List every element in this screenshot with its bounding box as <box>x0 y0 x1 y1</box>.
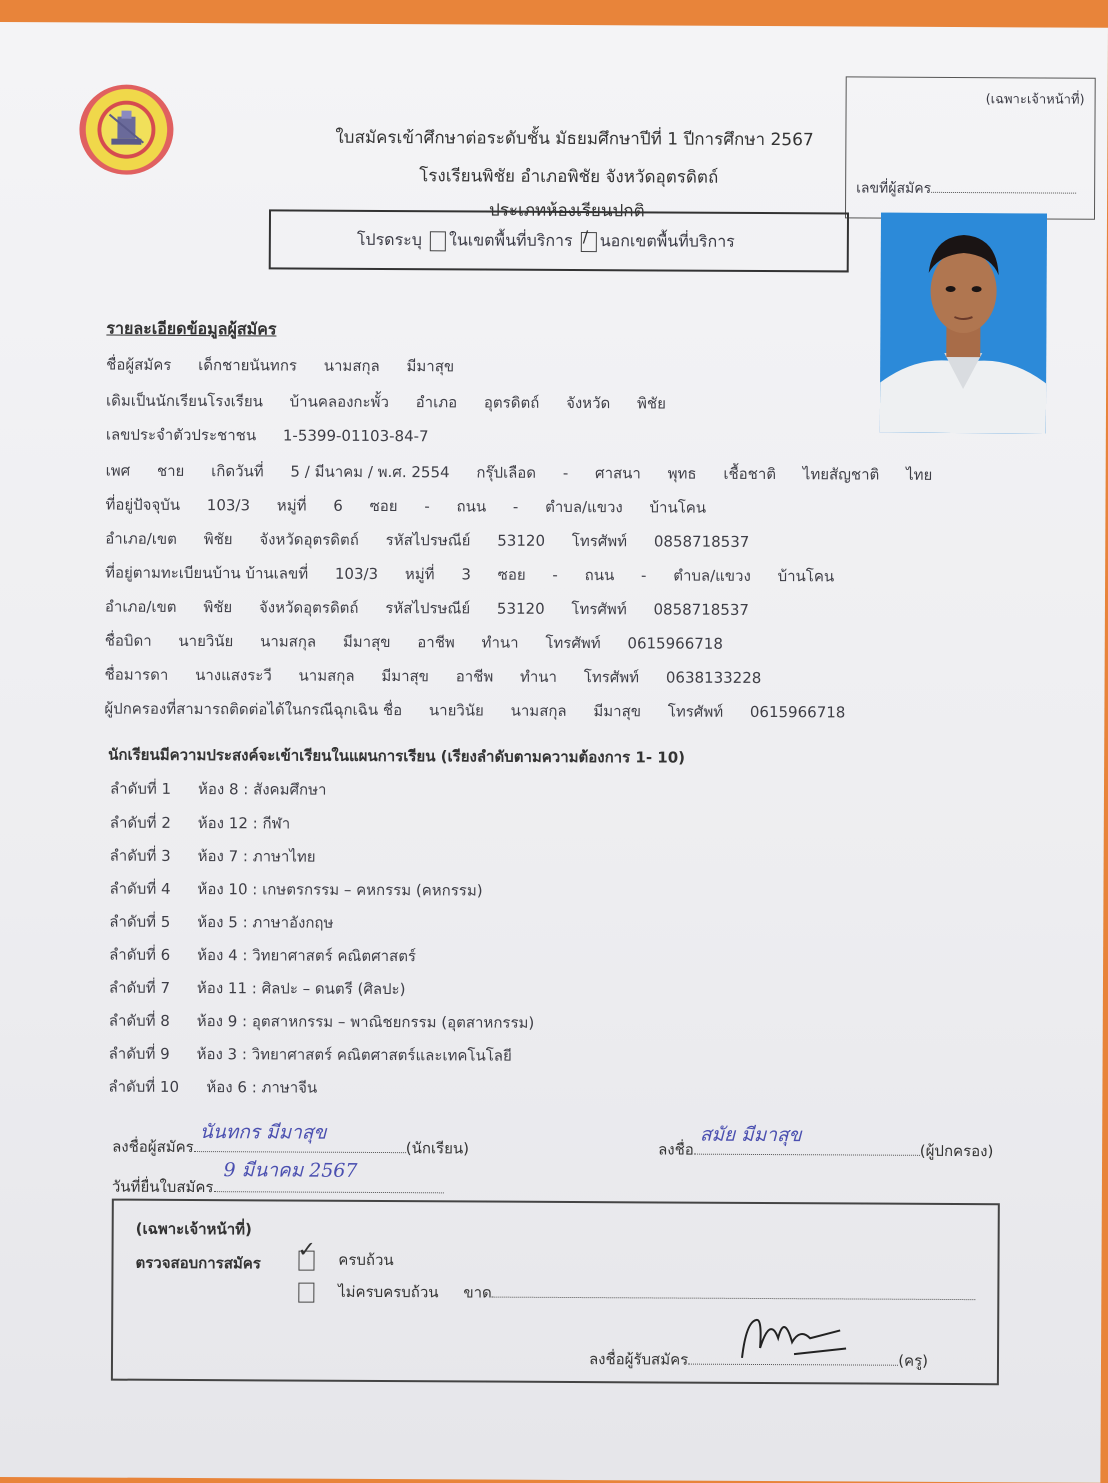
service-area-row <box>357 228 735 255</box>
staff-only-box <box>845 76 1096 219</box>
incomplete-checkbox[interactable] <box>298 1282 314 1302</box>
mother-name: นางแสงระวี <box>195 666 272 685</box>
tambon-label: ตำบล/แขวง <box>545 497 623 517</box>
province-label: จังหวัด <box>566 393 611 413</box>
reg-amphoe-label: อำเภอ/เขต <box>104 597 177 616</box>
mother-surname: มีมาสุข <box>381 667 430 686</box>
moo-label: หมู่ที่ <box>276 496 307 515</box>
guardian-signature-field[interactable] <box>658 1123 994 1163</box>
reg-phone-label: โทรศัพท์ <box>571 600 627 619</box>
father-surname: มีมาสุข <box>342 632 391 652</box>
province-value: พิชัย <box>636 394 666 413</box>
preference-rank: ลำดับที่ 2 <box>109 813 171 832</box>
form-title-line2: โรงเรียนพิชัย อำเภอพิชัย จังหวัดอุตรดิตถ์ <box>419 166 719 188</box>
father-job: ทำนา <box>481 633 519 652</box>
road-value: - <box>512 497 519 516</box>
preference-room: ห้อง 12 : กีฬา <box>197 814 291 833</box>
reg-moo-value: 3 <box>461 565 471 584</box>
reg-phone-value: 0858718537 <box>653 600 750 619</box>
father-row <box>105 629 745 656</box>
preference-room: ห้อง 5 : ภาษาอังกฤษ <box>197 913 334 932</box>
mother-row <box>105 663 784 691</box>
receiver-signature-field[interactable] <box>589 1345 928 1373</box>
road-label: ถนน <box>456 497 487 516</box>
preference-rank: ลำดับที่ 6 <box>109 945 171 964</box>
race-label: เชื้อชาติ <box>723 464 777 484</box>
receiver-signature-label: ลงชื่อผู้รับสมัคร <box>588 1350 689 1369</box>
preference-rank: ลำดับที่ 9 <box>108 1044 170 1063</box>
former-school-value: บ้านคลองกะพั้ว <box>289 392 389 412</box>
service-area-label: โปรดระบุ <box>356 229 422 250</box>
form-title-line3: ประเภทห้องเรียนปกติ <box>488 200 645 222</box>
blood-value: - <box>562 463 569 482</box>
applicant-number-field[interactable] <box>856 177 1076 200</box>
address-row <box>105 493 728 520</box>
receiver-signature-scribble <box>734 1308 854 1365</box>
preference-rank: ลำดับที่ 8 <box>108 1011 170 1030</box>
applicant-section-title: รายละเอียดข้อมูลผู้สมัคร <box>106 318 277 339</box>
preference-room: ห้อง 10 : เกษตรกรรม – คหกรรม (คหกรรม) <box>197 880 483 900</box>
applicant-signature-label: ลงชื่อผู้สมัคร <box>112 1137 194 1157</box>
id-label: เลขประจำตัวประชาชน <box>105 425 257 445</box>
changwat-value: จังหวัดอุตรดิตถ์ <box>259 530 359 549</box>
incomplete-option[interactable] <box>295 1280 976 1308</box>
preference-item <box>109 1009 535 1035</box>
preference-rank: ลำดับที่ 10 <box>108 1077 180 1096</box>
preference-rank: ลำดับที่ 5 <box>109 912 171 931</box>
office-verification-box <box>111 1199 1000 1386</box>
application-form <box>0 22 1108 1483</box>
moo-value: 6 <box>333 496 343 515</box>
form-title-line1: ใบสมัครเข้าศึกษาต่อระดับชั้น มัธยมศึกษาปีที่ 1 ปีการศึกษา 2567 <box>335 127 814 151</box>
birth-label: เกิดวันที่ <box>211 462 264 481</box>
handwritten-date: 9 มีนาคม 2567 <box>223 1159 358 1182</box>
preference-item <box>109 976 406 1002</box>
former-school-row <box>106 389 688 416</box>
guardian-label: ผู้ปกครองที่สามารถติดต่อได้ในกรณีฉุกเฉิน ชื่อ <box>104 699 403 720</box>
applicant-handwritten-signature: นันทกร มีมาสุข <box>199 1121 327 1144</box>
reg-soi-label: ซอย <box>497 565 526 584</box>
receiver-signature-line[interactable] <box>688 1346 898 1366</box>
reg-moo-label: หมู่ที่ <box>404 565 435 584</box>
guardian-signature-label: ลงชื่อ <box>658 1140 694 1159</box>
reg-address-no: 103/3 <box>334 564 379 583</box>
preference-rank: ลำดับที่ 3 <box>109 846 171 865</box>
phone-value: 0858718537 <box>653 532 750 551</box>
father-surname-label: นามสกุล <box>260 632 317 651</box>
preference-room: ห้อง 11 : ศิลปะ – ดนตรี (ศิลปะ) <box>196 979 406 999</box>
preference-item <box>109 1042 512 1068</box>
applicant-role-label: (นักเรียน) <box>405 1139 470 1158</box>
complete-checkbox[interactable] <box>297 1237 317 1270</box>
mother-phone: 0638133228 <box>665 668 762 687</box>
name-value: เด็กชายนันทกร <box>198 356 298 375</box>
reg-road-label: ถนน <box>584 566 615 585</box>
receiver-role-label: (ครู) <box>898 1351 929 1370</box>
missing-label: ขาด <box>463 1283 492 1302</box>
blood-label: กรุ๊ปเลือด <box>476 463 537 482</box>
name-label: ชื่อผู้สมัคร <box>106 355 172 374</box>
name-row <box>106 353 476 379</box>
reg-amphoe-value: พิชัย <box>203 598 233 617</box>
reg-soi-value: - <box>552 565 558 584</box>
guardian-phone: 0615966718 <box>749 702 846 722</box>
date-label: วันที่ยื่นใบสมัคร <box>111 1177 214 1197</box>
birth-value: 5 / มีนาคม / พ.ศ. 2554 <box>290 462 450 482</box>
religion-label: ศาสนา <box>595 464 641 483</box>
reg-tambon-value: บ้านโคน <box>777 567 835 586</box>
guardian-role-label: (ผู้ปกครอง) <box>919 1141 994 1161</box>
preference-item <box>110 811 291 836</box>
nationality-value: ไทย <box>906 465 933 484</box>
out-area-checkbox[interactable] <box>581 226 597 252</box>
preference-rank: ลำดับที่ 7 <box>108 978 171 997</box>
mother-label: ชื่อมารดา <box>104 665 169 684</box>
applicant-number-blank[interactable] <box>931 192 1076 194</box>
amphoe-row <box>105 527 771 554</box>
reg-changwat-value: จังหวัดอุตรดิตถ์ <box>258 598 359 617</box>
zip-label: รหัสไปรษณีย์ <box>385 531 471 550</box>
preferences-title: นักเรียนมีความประสงค์จะเข้าเรียนในแผนการเรียน (เรียงลำดับตามความต้องการ 1- 10) <box>108 745 686 767</box>
guardian-row <box>104 697 867 725</box>
district-value: อุตรดิตถ์ <box>483 393 540 412</box>
former-school-label: เดิมเป็นนักเรียนโรงเรียน <box>105 391 263 411</box>
preference-rank: ลำดับที่ 4 <box>109 879 171 898</box>
address-no: 103/3 <box>206 496 251 515</box>
zip-value: 53120 <box>497 531 546 550</box>
mother-job: ทำนา <box>519 667 558 686</box>
father-phone: 0615966718 <box>627 634 723 653</box>
service-area-box <box>269 209 849 272</box>
preference-room: ห้อง 3 : วิทยาศาสตร์ คณิตศาสตร์และเทคโนโลยี <box>196 1045 512 1065</box>
date-line[interactable] <box>213 1159 443 1193</box>
preference-item <box>109 877 482 903</box>
reg-address-label: ที่อยู่ตามทะเบียนบ้าน บ้านเลขที่ <box>105 563 309 583</box>
guardian-surname-label: นามสกุล <box>510 701 567 720</box>
preference-room: ห้อง 6 : ภาษาจีน <box>206 1078 318 1097</box>
id-row <box>106 423 451 449</box>
check-mark-icon: / <box>582 226 589 246</box>
address-label: ที่อยู่ปัจจุบัน <box>105 495 181 514</box>
preference-item <box>109 943 416 969</box>
soi-value: - <box>424 497 430 516</box>
missing-blank[interactable] <box>492 1297 976 1301</box>
religion-value: พุทธ <box>667 464 697 483</box>
preference-room: ห้อง 4 : วิทยาศาสตร์ คณิตศาสตร์ <box>197 946 417 966</box>
guardian-name: นายวินัย <box>428 701 484 720</box>
office-note: (เฉพาะเจ้าหน้าที่) <box>135 1219 252 1239</box>
applicant-photo <box>880 213 1047 434</box>
check-mark-icon: ✓ <box>297 1237 317 1263</box>
applicant-number-label: เลขที่ผู้สมัคร <box>856 180 932 197</box>
in-area-label: ในเขตพื้นที่บริการ <box>448 230 573 251</box>
crest-icon <box>105 107 147 153</box>
father-name: นายวินัย <box>178 631 234 651</box>
id-value: 1-5399-01103-84-7 <box>282 426 429 446</box>
reg-road-value: - <box>640 566 647 585</box>
father-label: ชื่อบิดา <box>104 631 152 650</box>
complete-option[interactable] <box>295 1237 394 1273</box>
preference-item <box>110 844 316 869</box>
mother-job-label: อาชีพ <box>455 667 494 686</box>
sex-value: ชาย <box>156 461 185 480</box>
district-label: อำเภอ <box>415 393 458 412</box>
preference-item <box>109 910 333 935</box>
sex-label: เพศ <box>105 461 131 480</box>
staff-only-note: (เฉพาะเจ้าหน้าที่) <box>985 92 1085 108</box>
amphoe-label: อำเภอ/เขต <box>105 529 177 548</box>
reg-tambon-label: ตำบล/แขวง <box>673 566 751 585</box>
preference-item <box>108 1075 317 1100</box>
surname-label: นามสกุล <box>323 356 380 375</box>
preference-item <box>110 777 327 802</box>
tambon-value: บ้านโคน <box>649 498 707 517</box>
father-job-label: อาชีพ <box>417 633 455 652</box>
preference-rank: ลำดับที่ 1 <box>109 779 172 798</box>
amphoe-value: พิชัย <box>203 530 233 549</box>
preference-room: ห้อง 7 : ภาษาไทย <box>197 847 316 866</box>
surname-value: มีมาสุข <box>406 357 455 376</box>
applicant-signature-line[interactable] <box>194 1121 406 1153</box>
phone-label: โทรศัพท์ <box>571 532 628 551</box>
race-value: ไทยสัญชาติ <box>802 465 880 484</box>
guardian-handwritten-signature: สมัย มีมาสุข <box>699 1123 802 1147</box>
guardian-surname: มีมาสุข <box>593 702 642 721</box>
mother-surname-label: นามสกุล <box>298 666 355 685</box>
incomplete-label: ไม่ครบครบถ้วน <box>338 1282 439 1302</box>
out-area-label: นอกเขตพื้นที่บริการ <box>599 231 735 251</box>
registered-address-row <box>105 561 856 589</box>
reg-amphoe-row <box>105 595 771 622</box>
preference-room: ห้อง 8 : สังคมศึกษา <box>197 780 327 799</box>
in-area-checkbox[interactable] <box>430 231 446 251</box>
father-phone-label: โทรศัพท์ <box>545 633 601 653</box>
student-portrait-image <box>880 213 1047 434</box>
preference-room: ห้อง 9 : อุตสาหกรรม – พาณิชยกรรม (อุตสาหกรรม) <box>196 1012 535 1032</box>
guardian-signature-line[interactable] <box>694 1123 920 1156</box>
date-field[interactable] <box>111 1159 444 1201</box>
reg-zip-value: 53120 <box>496 599 545 618</box>
soi-label: ซอย <box>369 496 398 516</box>
reg-zip-label: รหัสไปรษณีย์ <box>385 599 471 618</box>
school-seal-logo <box>79 84 173 174</box>
verification-label: ตรวจสอบการสมัคร <box>135 1253 261 1273</box>
complete-label: ครบถ้วน <box>338 1250 394 1270</box>
mother-phone-label: โทรศัพท์ <box>583 668 640 687</box>
guardian-phone-label: โทรศัพท์ <box>667 702 724 721</box>
personal-row <box>106 459 955 487</box>
